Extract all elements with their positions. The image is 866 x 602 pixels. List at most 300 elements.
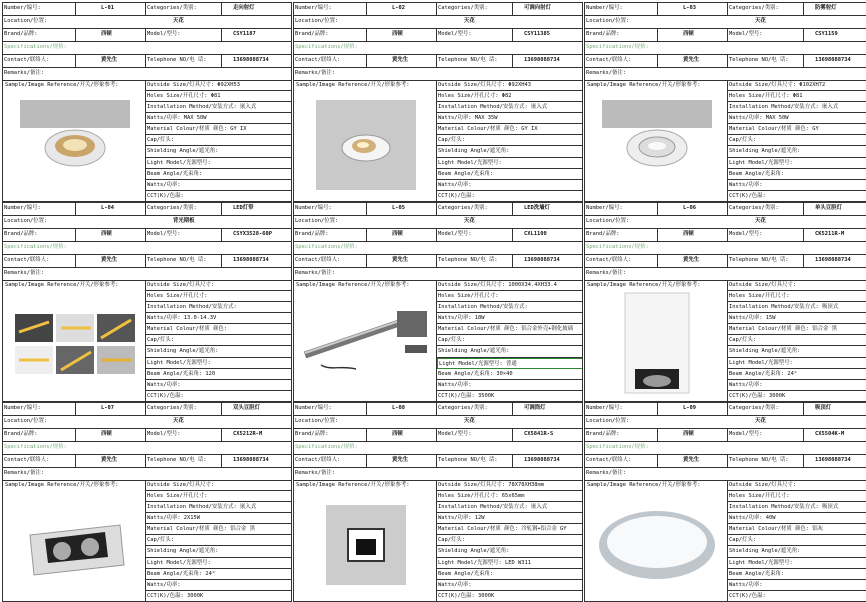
location-row bbox=[585, 16, 866, 29]
field-label: Contact/联络人: bbox=[586, 57, 632, 63]
number-row bbox=[294, 3, 583, 16]
spec-row bbox=[294, 242, 583, 255]
location-row bbox=[294, 416, 583, 429]
field-value: L-03 bbox=[683, 5, 696, 11]
field-value: 13698088734 bbox=[233, 257, 269, 263]
field-label: Telephone NO/电 话: bbox=[147, 457, 207, 463]
property-line: Shielding Angle/遮光角: bbox=[728, 346, 866, 357]
property-line: Watts/功率: MAX 50W bbox=[146, 113, 292, 124]
field-label: Model/型号: bbox=[438, 31, 472, 37]
field-label: Model/型号: bbox=[729, 31, 763, 37]
sample-label: Sample/Image Reference/开关/形象参考: bbox=[5, 82, 119, 88]
fixture-photo bbox=[5, 91, 144, 199]
number-row bbox=[294, 203, 583, 216]
field-value: CXL1100 bbox=[524, 231, 547, 237]
property-line: Shielding Angle/遮光角: bbox=[728, 146, 866, 157]
spec-row bbox=[3, 242, 292, 255]
property-line: Material Colour/材质 颜色: 铝合金 黑 bbox=[728, 324, 866, 335]
property-line: Installation Method/安装方式: bbox=[437, 302, 583, 313]
field-label: Location/位置: bbox=[4, 18, 48, 24]
fog-proof-spotlight-image bbox=[602, 100, 712, 190]
property-line: Holes Size/开孔尺寸: bbox=[728, 491, 866, 502]
property-line: Material Colour/材质 颜色: GY bbox=[728, 124, 866, 135]
property-line: Shielding Angle/遮光角: bbox=[728, 546, 866, 557]
property-line: Material Colour/材质 颜色: GY IX bbox=[146, 124, 292, 135]
property-line: Watts/功率: MAX 35W bbox=[437, 113, 583, 124]
property-line: Light Model/光源型号: bbox=[437, 158, 583, 169]
property-line: Beam Angle/光束角: 24° bbox=[728, 369, 866, 380]
field-label: Brand/品牌: bbox=[4, 31, 38, 37]
location-value: 天花 bbox=[173, 18, 184, 24]
spec-row bbox=[585, 442, 866, 455]
sample-label: Sample/Image Reference/开关/形象参考: bbox=[296, 482, 410, 488]
led-strip-image bbox=[13, 312, 137, 378]
property-line: Holes Size/开孔尺寸: Φ81 bbox=[146, 91, 292, 102]
field-value: CK5211R-M bbox=[815, 231, 845, 237]
fixture-card bbox=[2, 402, 292, 602]
property-line: Beam Angle/光束角: bbox=[728, 169, 866, 180]
field-value: 吸顶灯 bbox=[815, 405, 832, 411]
field-value: 13698088734 bbox=[524, 257, 560, 263]
property-line: Outside Size/灯具尺寸: bbox=[146, 280, 292, 291]
property-line: Shielding Angle/遮光角: bbox=[437, 146, 583, 157]
field-value: 黄先生 bbox=[683, 57, 700, 63]
field-label: Brand/品牌: bbox=[4, 231, 38, 237]
property-line: Holes Size/开孔尺寸: Φ81 bbox=[728, 91, 866, 102]
field-label: Remarks/备注: bbox=[4, 270, 44, 276]
field-label: Specifications/规格: bbox=[295, 244, 358, 250]
property-line: CCT(K)/色温: 3500K bbox=[437, 391, 583, 402]
field-label: Number/编号: bbox=[295, 405, 332, 411]
property-line: Material Colour/材质 颜色: 铝灰 bbox=[728, 524, 866, 535]
location-value: 天花 bbox=[464, 418, 475, 424]
field-value: 黄先生 bbox=[101, 257, 118, 263]
field-label: Telephone NO/电 话: bbox=[438, 57, 498, 63]
property-line: CCT(K)/色温: 3000K bbox=[728, 391, 866, 402]
brand-row bbox=[585, 29, 866, 42]
fixture-properties bbox=[727, 80, 866, 202]
spec-row bbox=[585, 242, 866, 255]
field-label: Telephone NO/电 话: bbox=[729, 257, 789, 263]
property-line: Light Model/光源型号: bbox=[728, 358, 866, 369]
property-line: Cap/灯头: bbox=[728, 135, 866, 146]
field-value: 13698088734 bbox=[233, 57, 269, 63]
field-value: 西顿 bbox=[101, 31, 112, 37]
field-label: Location/位置: bbox=[4, 218, 48, 224]
fixture-properties bbox=[145, 280, 292, 402]
property-line: Outside Size/灯具尺寸: Φ102XH72 bbox=[728, 80, 866, 91]
field-value: L-09 bbox=[683, 405, 696, 411]
property-line: Holes Size/开孔尺寸: bbox=[146, 291, 292, 302]
field-label: Remarks/备注: bbox=[586, 270, 626, 276]
brand-row bbox=[3, 429, 292, 442]
field-label: Model/型号: bbox=[729, 231, 763, 237]
property-line: CCT(K)/色温: bbox=[728, 591, 866, 602]
field-value: 13698088734 bbox=[233, 457, 269, 463]
property-line: Cap/灯头: bbox=[146, 135, 292, 146]
field-value: 13698088734 bbox=[524, 57, 560, 63]
location-value: 背光期板 bbox=[173, 218, 195, 224]
property-line: Outside Size/灯具尺寸: Φ92XH43 bbox=[437, 80, 583, 91]
property-line: Watts/功率: bbox=[146, 380, 292, 391]
surface-spotlight-image bbox=[617, 291, 697, 399]
property-line: Installation Method/安装方式: 嵌入式 bbox=[146, 102, 292, 113]
property-line: Holes Size/开孔尺寸: bbox=[728, 291, 866, 302]
brand-row bbox=[585, 429, 866, 442]
contact-row bbox=[585, 55, 866, 68]
field-label: Specifications/规格: bbox=[586, 244, 649, 250]
fixture-photo bbox=[296, 491, 435, 599]
field-value: L-02 bbox=[392, 5, 405, 11]
number-row bbox=[585, 203, 866, 216]
field-value: 13698088734 bbox=[524, 457, 560, 463]
property-line: Shielding Angle/遮光角: bbox=[437, 546, 583, 557]
property-line: Shielding Angle/遮光角: bbox=[146, 146, 292, 157]
property-line: Watts/功率: bbox=[728, 180, 866, 191]
fixture-card bbox=[2, 202, 292, 402]
number-row bbox=[585, 403, 866, 416]
field-label: Brand/品牌: bbox=[295, 231, 329, 237]
property-line: Watts/功率: bbox=[146, 580, 292, 591]
ceiling-light-image bbox=[595, 500, 719, 590]
property-line: Watts/功率: 2X15W bbox=[146, 513, 292, 524]
field-value: CX5212R-M bbox=[233, 431, 263, 437]
field-label: Specifications/规格: bbox=[586, 444, 649, 450]
property-line: Cap/灯头: bbox=[437, 135, 583, 146]
field-value: 走向射灯 bbox=[233, 5, 255, 11]
property-line: Installation Method/安装方式: 嵌入式 bbox=[146, 502, 292, 513]
field-label: Categories/类别: bbox=[729, 405, 779, 411]
location-value: 天花 bbox=[464, 218, 475, 224]
field-label: Categories/类别: bbox=[438, 405, 488, 411]
property-line: Watts/功率: 40W bbox=[728, 513, 866, 524]
property-line: Cap/灯头: bbox=[728, 335, 866, 346]
contact-row bbox=[3, 455, 292, 468]
field-label: Contact/联络人: bbox=[295, 457, 341, 463]
field-value: 西顿 bbox=[101, 231, 112, 237]
fixture-photo bbox=[296, 91, 435, 199]
property-line: Installation Method/安装方式: bbox=[146, 302, 292, 313]
sample-label: Sample/Image Reference/开关/形象参考: bbox=[296, 82, 410, 88]
location-row bbox=[294, 216, 583, 229]
location-row bbox=[585, 216, 866, 229]
field-label: Contact/联络人: bbox=[295, 57, 341, 63]
property-line: Outside Size/灯具尺寸: bbox=[146, 480, 292, 491]
property-line: Holes Size/开孔尺寸: 65x65mm bbox=[437, 491, 583, 502]
property-line: CCT(K)/色温: 3000K bbox=[437, 591, 583, 602]
field-label: Location/位置: bbox=[295, 18, 339, 24]
field-value: CX5504K-M bbox=[815, 431, 845, 437]
brand-row bbox=[294, 29, 583, 42]
property-line: Cap/灯头: bbox=[146, 335, 292, 346]
field-value: CSY11385 bbox=[524, 31, 550, 37]
field-label: Contact/联络人: bbox=[586, 457, 632, 463]
property-line: Outside Size/灯具尺寸: Φ92XH53 bbox=[146, 80, 292, 91]
field-value: 黄先生 bbox=[683, 457, 700, 463]
field-label: Contact/联络人: bbox=[4, 57, 50, 63]
location-row bbox=[3, 16, 292, 29]
fixture-card bbox=[293, 402, 583, 602]
field-label: Brand/品牌: bbox=[295, 431, 329, 437]
fixture-properties bbox=[727, 480, 866, 602]
field-label: Specifications/规格: bbox=[586, 44, 649, 50]
location-value: 天花 bbox=[755, 418, 766, 424]
contact-row bbox=[294, 455, 583, 468]
property-line: Holes Size/开孔尺寸: bbox=[146, 491, 292, 502]
sample-label: Sample/Image Reference/开关/形象参考: bbox=[5, 282, 119, 288]
field-label: Number/编号: bbox=[295, 5, 332, 11]
fixture-properties bbox=[436, 480, 583, 602]
field-label: Location/位置: bbox=[295, 218, 339, 224]
spec-row bbox=[585, 42, 866, 55]
field-value: 黄先生 bbox=[683, 257, 700, 263]
fixture-photo bbox=[587, 291, 726, 399]
fixture-photo bbox=[296, 291, 435, 399]
field-label: Number/编号: bbox=[586, 405, 623, 411]
field-value: 双头豆胆灯 bbox=[233, 405, 260, 411]
field-label: Number/编号: bbox=[4, 5, 41, 11]
property-line: Cap/灯头: bbox=[437, 535, 583, 546]
contact-row bbox=[585, 455, 866, 468]
property-line: Outside Size/灯具尺寸: bbox=[728, 280, 866, 291]
field-value: 防雾射灯 bbox=[815, 5, 837, 11]
property-line: Light Model/光源型号: bbox=[728, 158, 866, 169]
field-value: 13698088734 bbox=[815, 257, 851, 263]
brand-row bbox=[585, 229, 866, 242]
fixture-card bbox=[584, 2, 866, 202]
property-line: Watts/功率: 13.0-14.3V bbox=[146, 313, 292, 324]
field-value: CX5841R-S bbox=[524, 431, 554, 437]
property-line: Beam Angle/光束角: bbox=[437, 169, 583, 180]
field-label: Specifications/规格: bbox=[4, 244, 67, 250]
field-label: Brand/品牌: bbox=[586, 431, 620, 437]
field-value: 西顿 bbox=[392, 231, 403, 237]
property-line: Outside Size/灯具尺寸: 1000X34.4XH33.4 bbox=[437, 280, 583, 291]
field-label: Telephone NO/电 话: bbox=[729, 457, 789, 463]
field-value: 黄先生 bbox=[101, 457, 118, 463]
field-value: L-05 bbox=[392, 205, 405, 211]
sample-label: Sample/Image Reference/开关/形象参考: bbox=[5, 482, 119, 488]
field-value: CSYX3528-60P bbox=[233, 231, 272, 237]
field-value: 13698088734 bbox=[815, 57, 851, 63]
field-label: Categories/类别: bbox=[438, 5, 488, 11]
property-line: Watts/功率: bbox=[437, 380, 583, 391]
property-line: Beam Angle/光束角: 30×40 bbox=[437, 369, 583, 380]
field-label: Location/位置: bbox=[586, 18, 630, 24]
field-label: Location/位置: bbox=[586, 418, 630, 424]
brand-row bbox=[3, 229, 292, 242]
field-label: Telephone NO/电 话: bbox=[438, 457, 498, 463]
field-label: Model/型号: bbox=[438, 231, 472, 237]
property-line: Material Colour/材质 颜色: 冷轧钢+铝合金 GY bbox=[437, 524, 583, 535]
property-line: CCT(K)/色温: bbox=[728, 191, 866, 202]
field-value: L-07 bbox=[101, 405, 114, 411]
location-row bbox=[294, 16, 583, 29]
property-line: Holes Size/开孔尺寸: bbox=[437, 291, 583, 302]
property-line: Installation Method/安装方式: 吸顶式 bbox=[728, 302, 866, 313]
field-value: 单头豆胆灯 bbox=[815, 205, 842, 211]
field-label: Categories/类别: bbox=[147, 205, 197, 211]
property-line: Material Colour/材质 颜色: bbox=[146, 324, 292, 335]
field-value: 黄先生 bbox=[392, 257, 409, 263]
brand-row bbox=[294, 229, 583, 242]
field-label: Contact/联络人: bbox=[586, 257, 632, 263]
property-line: Beam Angle/光束角: 120 bbox=[146, 369, 292, 380]
property-line: Light Model/光源型号: bbox=[146, 158, 292, 169]
property-line: Holes Size/开孔尺寸: Φ82 bbox=[437, 91, 583, 102]
fixture-properties bbox=[145, 80, 292, 202]
contact-row bbox=[294, 255, 583, 268]
property-line: Watts/功率: bbox=[437, 580, 583, 591]
property-line: Light Model/光源型号: LED W311 bbox=[437, 558, 583, 569]
number-row bbox=[3, 3, 292, 16]
number-row bbox=[3, 403, 292, 416]
field-value: LED灯带 bbox=[233, 205, 254, 211]
sample-label: Sample/Image Reference/开关/形象参考: bbox=[587, 282, 701, 288]
property-line: Installation Method/安装方式: 吸顶式 bbox=[728, 502, 866, 513]
property-line: CCT(K)/色温: bbox=[146, 391, 292, 402]
field-label: Contact/联络人: bbox=[4, 457, 50, 463]
field-label: Number/编号: bbox=[4, 205, 41, 211]
field-value: LED洗墙灯 bbox=[524, 205, 550, 211]
field-label: Specifications/规格: bbox=[4, 44, 67, 50]
field-label: Specifications/规格: bbox=[4, 444, 67, 450]
fixture-photo bbox=[5, 291, 144, 399]
fixture-card bbox=[584, 402, 866, 602]
location-row bbox=[585, 416, 866, 429]
location-row bbox=[3, 416, 292, 429]
property-line: Watts/功率: MAX 50W bbox=[728, 113, 866, 124]
field-value: 黄先生 bbox=[392, 457, 409, 463]
field-label: Brand/品牌: bbox=[295, 31, 329, 37]
property-line: Installation Method/安装方式: 嵌入式 bbox=[437, 102, 583, 113]
property-line: Cap/灯头: bbox=[146, 535, 292, 546]
field-label: Categories/类别: bbox=[147, 5, 197, 11]
recessed-spotlight-image bbox=[20, 100, 130, 190]
property-line: CCT(K)/色温: 3000K bbox=[146, 591, 292, 602]
field-label: Specifications/规格: bbox=[295, 44, 358, 50]
property-line: Watts/功率: bbox=[437, 180, 583, 191]
sample-label: Sample/Image Reference/开关/形象参考: bbox=[587, 482, 701, 488]
property-line: Cap/灯头: bbox=[437, 335, 583, 346]
field-label: Number/编号: bbox=[586, 205, 623, 211]
property-line: Watts/功率: 18W bbox=[437, 313, 583, 324]
field-label: Location/位置: bbox=[295, 418, 339, 424]
field-label: Contact/联络人: bbox=[295, 257, 341, 263]
field-label: Categories/类别: bbox=[438, 205, 488, 211]
field-value: 可调筒灯 bbox=[524, 405, 546, 411]
field-label: Categories/类别: bbox=[729, 205, 779, 211]
fixture-card bbox=[584, 202, 866, 402]
brand-row bbox=[294, 429, 583, 442]
field-label: Categories/类别: bbox=[147, 405, 197, 411]
field-label: Number/编号: bbox=[4, 405, 41, 411]
property-line: Light Model/光源型号: 普通 bbox=[437, 358, 583, 369]
location-value: 天花 bbox=[755, 18, 766, 24]
field-value: L-01 bbox=[101, 5, 114, 11]
field-value: L-06 bbox=[683, 205, 696, 211]
field-label: Model/型号: bbox=[147, 431, 181, 437]
property-line: Watts/功率: 12W bbox=[437, 513, 583, 524]
property-line: Material Colour/材质 颜色: GY IX bbox=[437, 124, 583, 135]
property-line: Watts/功率: bbox=[146, 180, 292, 191]
field-label: Brand/品牌: bbox=[4, 431, 38, 437]
field-label: Contact/联络人: bbox=[4, 257, 50, 263]
property-line: Material Colour/材质 颜色: 铝合金 黑 bbox=[146, 524, 292, 535]
field-label: Location/位置: bbox=[586, 218, 630, 224]
fixture-photo bbox=[587, 91, 726, 199]
field-label: Location/位置: bbox=[4, 418, 48, 424]
field-label: Remarks/备注: bbox=[586, 70, 626, 76]
contact-row bbox=[3, 255, 292, 268]
property-line: CCT(K)/色温: bbox=[146, 191, 292, 202]
fixture-photo bbox=[5, 491, 144, 599]
field-label: Categories/类别: bbox=[729, 5, 779, 11]
field-value: 黄先生 bbox=[392, 57, 409, 63]
field-label: Remarks/备注: bbox=[295, 270, 335, 276]
location-value: 天花 bbox=[464, 18, 475, 24]
field-value: 西顿 bbox=[392, 431, 403, 437]
field-label: Specifications/规格: bbox=[295, 444, 358, 450]
field-label: Remarks/备注: bbox=[586, 470, 626, 476]
property-line: Beam Angle/光束角: bbox=[146, 169, 292, 180]
field-value: 13698088734 bbox=[815, 457, 851, 463]
property-line: Watts/功率: bbox=[728, 580, 866, 591]
location-row bbox=[3, 216, 292, 229]
property-line: Light Model/光源型号: bbox=[146, 358, 292, 369]
spec-row bbox=[294, 42, 583, 55]
property-line: Watts/功率: bbox=[728, 380, 866, 391]
double-head-grille-image bbox=[20, 505, 130, 585]
property-line: Watts/功率: 15W bbox=[728, 313, 866, 324]
property-line: Cap/灯头: bbox=[728, 535, 866, 546]
property-line: Installation Method/安装方式: 嵌入式 bbox=[728, 102, 866, 113]
sample-label: Sample/Image Reference/开关/形象参考: bbox=[296, 282, 410, 288]
property-line: Light Model/光源型号: bbox=[146, 558, 292, 569]
field-label: Brand/品牌: bbox=[586, 31, 620, 37]
contact-row bbox=[294, 55, 583, 68]
property-line: CCT(K)/色温: bbox=[437, 191, 583, 202]
field-label: Model/型号: bbox=[729, 431, 763, 437]
field-label: Remarks/备注: bbox=[4, 470, 44, 476]
square-downlight-image bbox=[326, 505, 406, 585]
property-line: Shielding Angle/遮光角: bbox=[437, 346, 583, 357]
field-label: Number/编号: bbox=[586, 5, 623, 11]
fixture-properties bbox=[145, 480, 292, 602]
field-value: 西顿 bbox=[683, 431, 694, 437]
spec-row bbox=[3, 42, 292, 55]
wall-washer-image bbox=[301, 305, 431, 385]
field-value: CSY1159 bbox=[815, 31, 838, 37]
fixture-properties bbox=[436, 80, 583, 202]
number-row bbox=[585, 3, 866, 16]
field-label: Remarks/备注: bbox=[4, 70, 44, 76]
field-label: Telephone NO/电 话: bbox=[147, 57, 207, 63]
brand-row bbox=[3, 29, 292, 42]
property-line: Material Colour/材质 颜色: 铝合金外壳+钢化玻璃 bbox=[437, 324, 583, 335]
property-line: Outside Size/灯具尺寸: bbox=[728, 480, 866, 491]
fixture-card bbox=[293, 2, 583, 202]
field-label: Model/型号: bbox=[147, 31, 181, 37]
property-line: Outside Size/灯具尺寸: 78X78XH38mm bbox=[437, 480, 583, 491]
field-value: 黄先生 bbox=[101, 57, 118, 63]
field-label: Brand/品牌: bbox=[586, 231, 620, 237]
spec-row bbox=[3, 442, 292, 455]
field-label: Remarks/备注: bbox=[295, 470, 335, 476]
number-row bbox=[3, 203, 292, 216]
field-value: 西顿 bbox=[392, 31, 403, 37]
fixture-properties bbox=[436, 280, 583, 402]
